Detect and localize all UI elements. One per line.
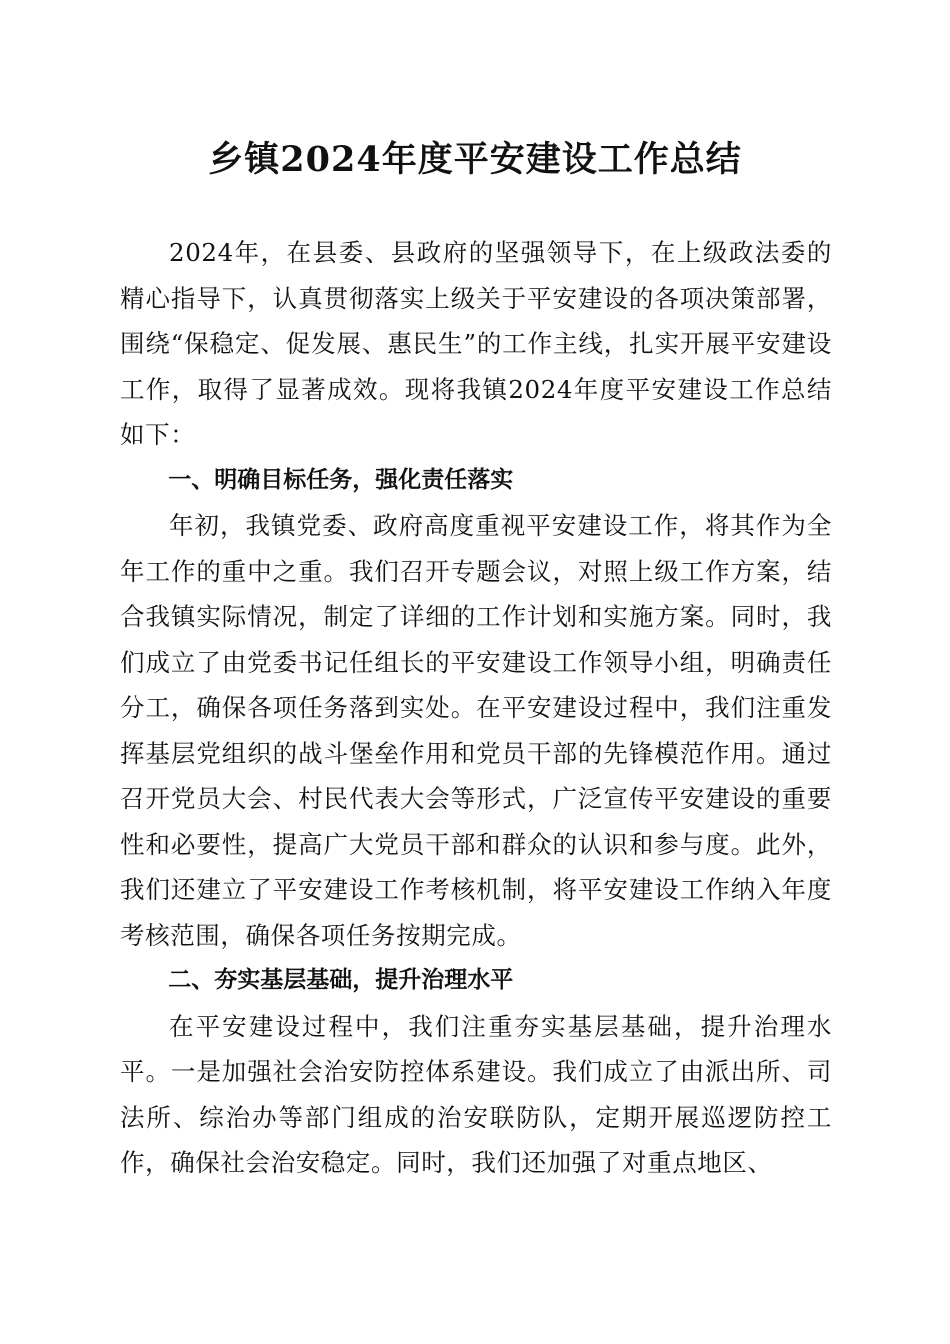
section-2-heading: 二、夯实基层基础，提升治理水平 [168, 967, 514, 993]
section-1-heading: 一、明确目标任务，强化责任落实 [168, 466, 514, 493]
section-1-paragraph: 年初，我镇党委、政府高度重视平安建设工作，将其作为全年工作的重中之重。我们召开专题会议，对照上级工作方案，结合我镇实际情况，制定了详细的工作计划和实施方案。同时，我们成立了由党委书记任组长的平安建设工作领导小组，明确责任分工，确保各项任务落到实处。在平安建设过程中，我们注重发挥基层党组织的战斗堡垒作用和党员干部的先锋模范作用。通过召开党员大会、村民代表大会等形式，广泛宣传平安建设的重要性和必要性，提高广大党员干部和群众的认识和参与度。此外，我们还建立了平安建设工作考核机制，将平安建设工作纳入年度考核范围，确保各项任务按期完成。 [120, 511, 832, 950]
intro-paragraph: 2024年，在县委、县政府的坚强领导下，在上级政法委的精心指导下，认真贯彻落实上级关于平安建设的各项决策部署，围绕“保稳定、促发展、惠民生”的工作主线，扎实开展平安建设工作，取得了显著成效。现将我镇2024年度平安建设工作总结如下： [120, 238, 832, 449]
document-title: 乡镇2024年度平安建设工作总结 [208, 139, 742, 180]
section-2-paragraph: 在平安建设过程中，我们注重夯实基层基础，提升治理水平。一是加强社会治安防控体系建设。我们成立了由派出所、司法所、综治办等部门组成的治安联防队，定期开展巡逻防控工作，确保社会治安稳定。同时，我们还加强了对重点地区、 [120, 1011, 832, 1177]
document-body [120, 230, 832, 1186]
